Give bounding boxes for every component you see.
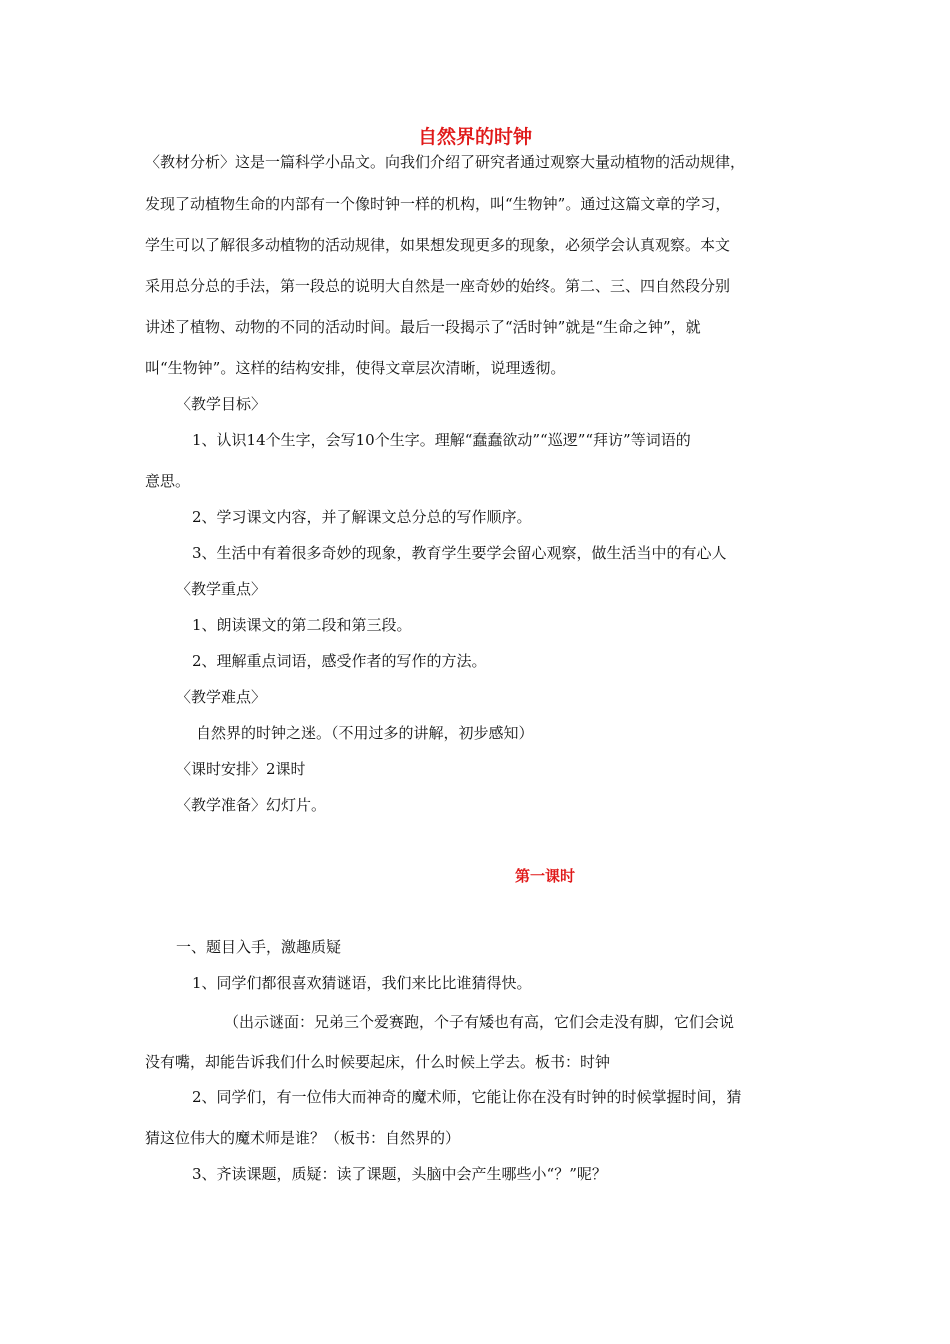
lesson-subtitle: 第一课时 — [514, 867, 575, 885]
document-title: 自然界的时钟 — [417, 126, 532, 148]
text-line: 2、理解重点词语，感受作者的写作的方法。 — [192, 652, 487, 670]
text-line: 1、同学们都很喜欢猜谜语，我们来比比谁猜得快。 — [192, 974, 532, 992]
text-line: 〈教学准备〉幻灯片。 — [176, 796, 327, 814]
text-line: 意思。 — [145, 472, 191, 490]
section-heading: 〈教学目标〉 — [176, 395, 267, 413]
text-line: 发现了动植物生命的内部有一个像时钟一样的机构，叫“生物钟”。通过这篇文章的学习， — [145, 195, 731, 213]
text-line: 自然界的时钟之迷。（不用过多的讲解，初步感知） — [196, 724, 534, 742]
text-line: 2、同学们，有一位伟大而神奇的魔术师，它能让你在没有时钟的时候掌握时间，猜 — [192, 1088, 742, 1106]
text-line: 〈教材分析〉这是一篇科学小品文。向我们介绍了研究者通过观察大量动植物的活动规律， — [145, 153, 746, 171]
text-line: 采用总分总的手法，第一段总的说明大自然是一座奇妙的始终。第二、三、四自然段分别 — [145, 277, 731, 295]
section-heading: 〈教学重点〉 — [176, 580, 267, 598]
text-line: 1、认识14个生字，会写10个生字。理解“蠢蠢欲动”“巡逻”“拜访”等词语的 — [192, 431, 691, 449]
text-line: （出示谜面：兄弟三个爱赛跑，个子有矮也有高，它们会走没有脚，它们会说 — [224, 1013, 735, 1031]
text-line: 2、学习课文内容，并了解课文总分总的写作顺序。 — [192, 508, 532, 526]
text-line: 3、生活中有着很多奇妙的现象，教育学生要学会留心观察，做生活当中的有心人 — [192, 544, 727, 562]
text-line: 学生可以了解很多动植物的活动规律，如果想发现更多的现象，必须学会认真观察。本文 — [145, 236, 731, 254]
text-line: 猜这位伟大的魔术师是谁？（板书：自然界的） — [145, 1129, 461, 1147]
text-line: 讲述了植物、动物的不同的活动时间。最后一段揭示了“活时钟”就是“生命之钟”，就 — [145, 318, 701, 336]
section-heading: 〈教学难点〉 — [176, 688, 267, 706]
text-line: 3、齐读课题，质疑：读了课题，头脑中会产生哪些小“？”呢？ — [192, 1165, 607, 1183]
text-line: 叫“生物钟”。这样的结构安排，使得文章层次清晰，说理透彻。 — [145, 359, 566, 377]
text-line: 没有嘴，却能告诉我们什么时候要起床，什么时候上学去。板书：时钟 — [145, 1053, 611, 1071]
section-heading: 一、题目入手，激趣质疑 — [176, 938, 342, 956]
text-line: 〈课时安排〉2课时 — [176, 760, 306, 778]
text-line: 1、朗读课文的第二段和第三段。 — [192, 616, 412, 634]
